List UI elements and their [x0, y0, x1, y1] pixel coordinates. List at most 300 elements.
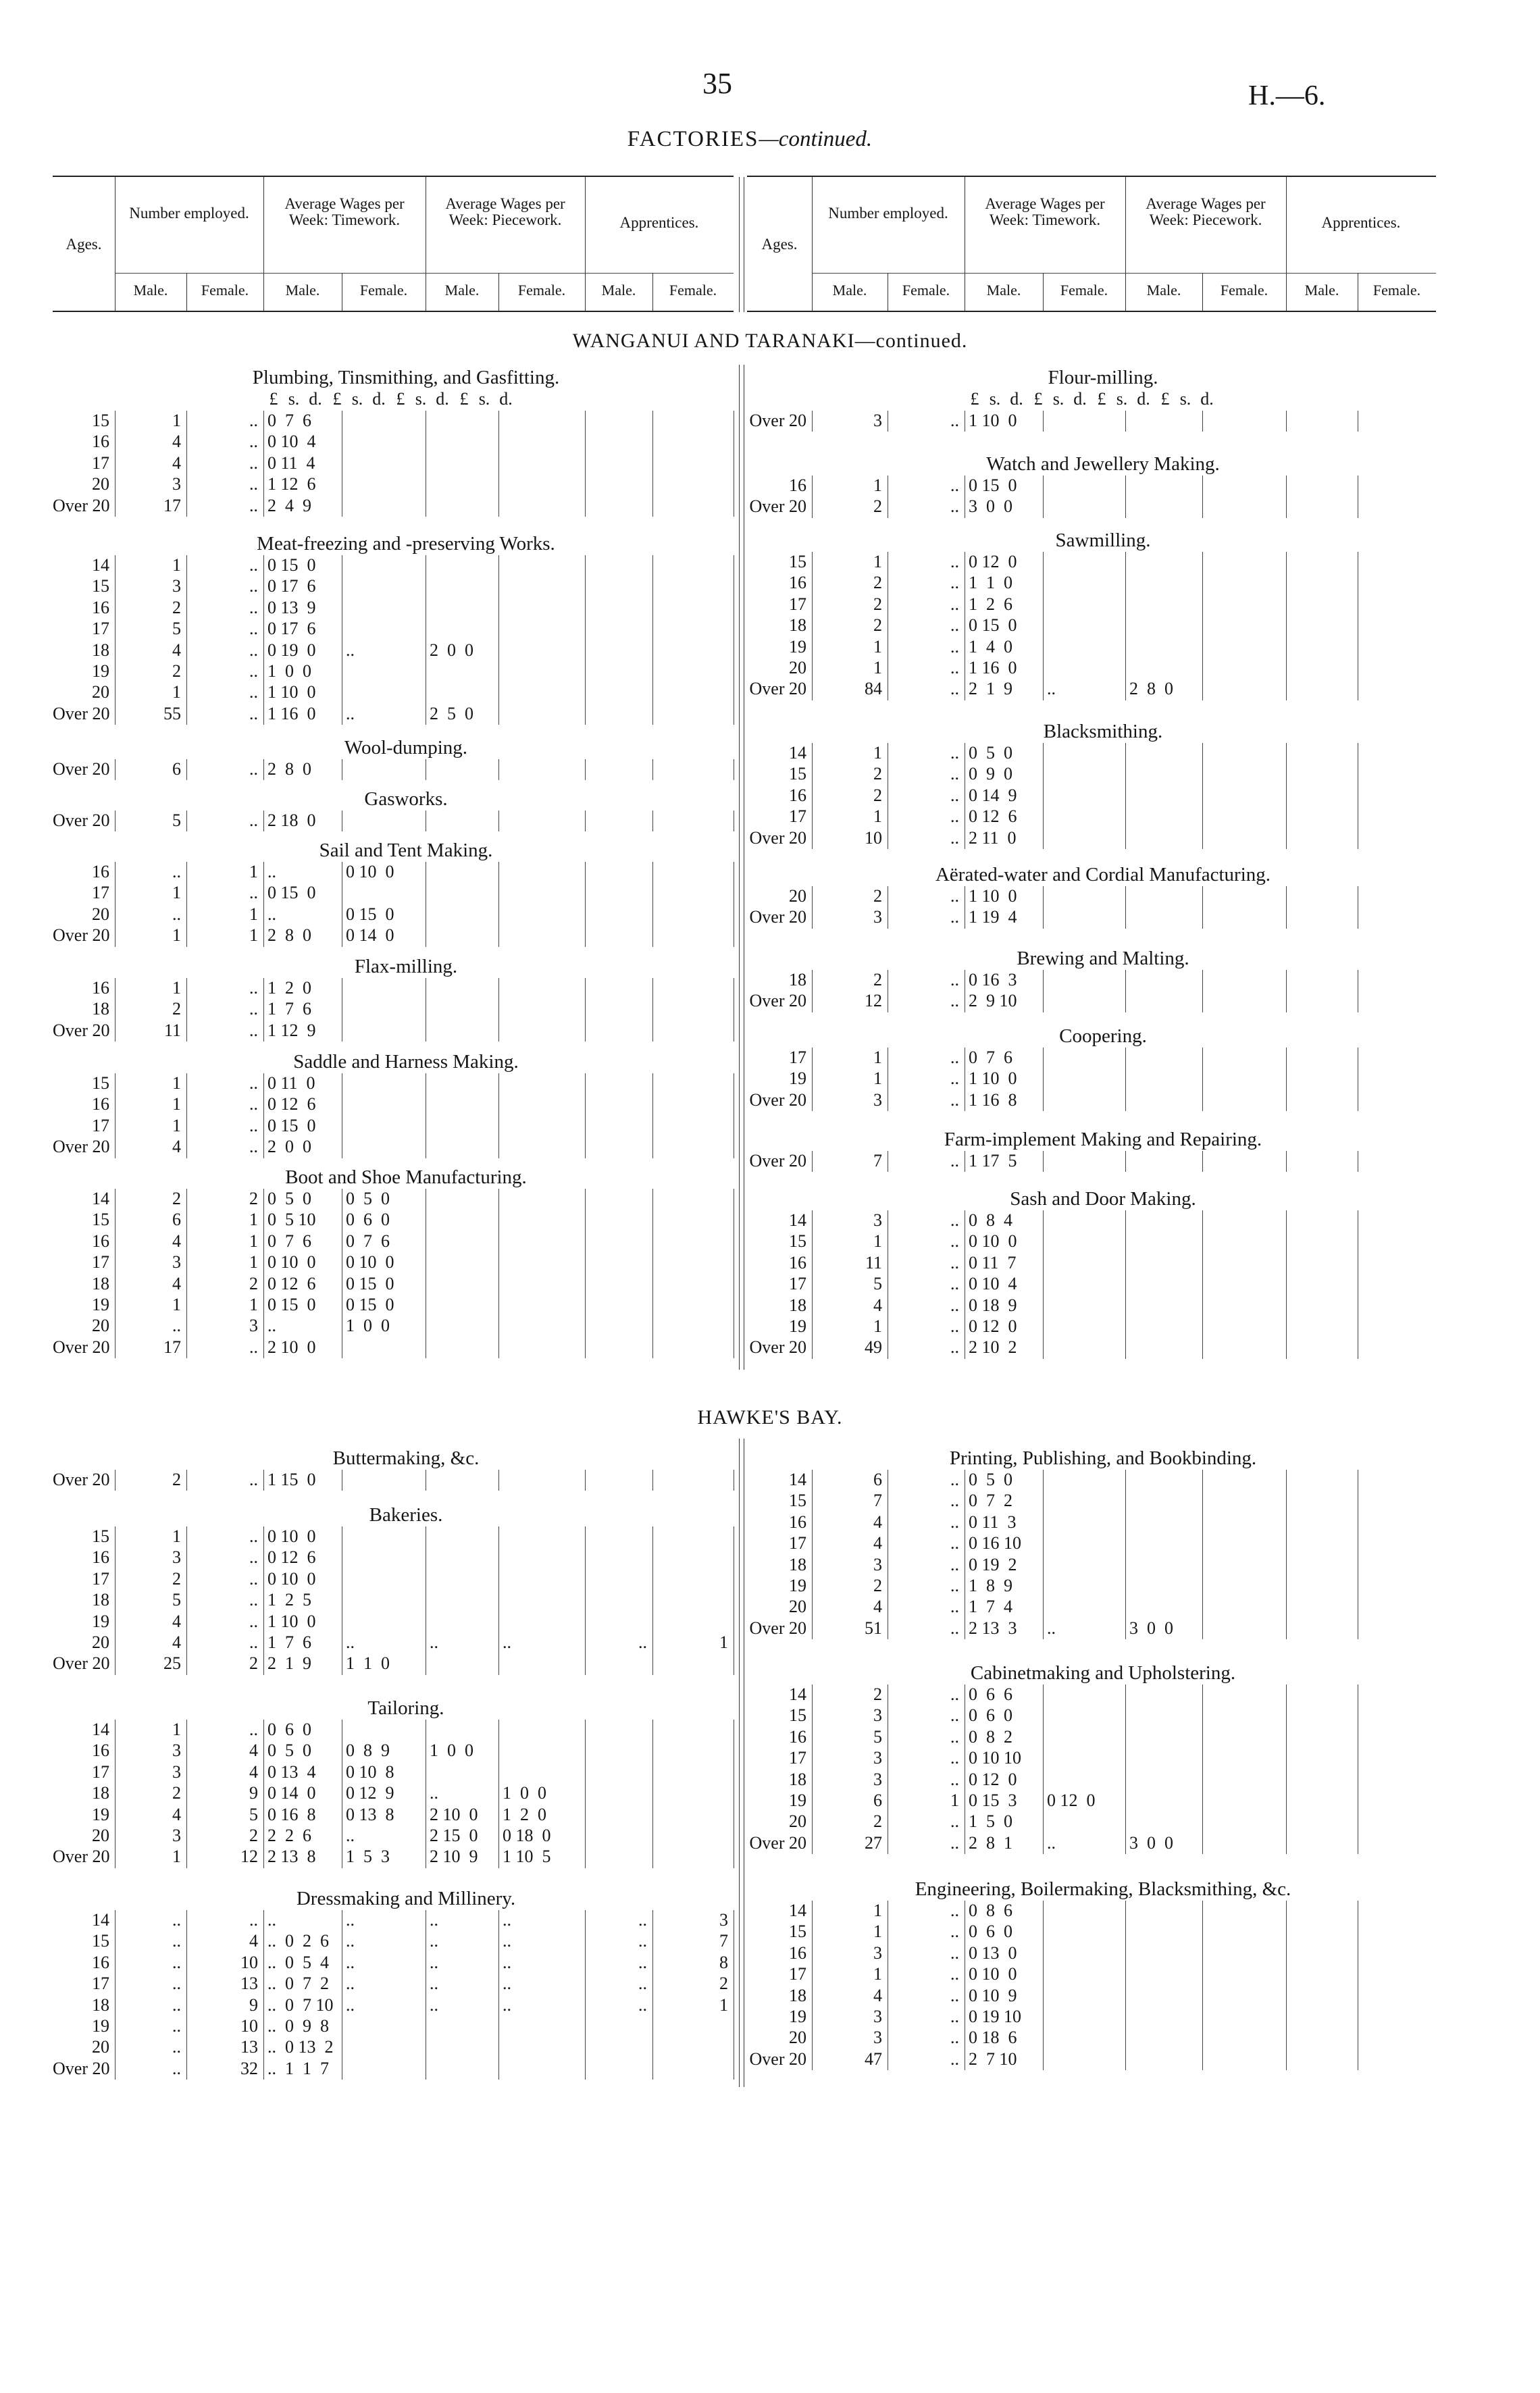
table-cell: 0 14 0 [267, 1783, 316, 1803]
table-cell: .. [503, 1910, 511, 1930]
table-cell: 2 10 9 [430, 1847, 478, 1867]
table-cell: 6 [172, 759, 181, 779]
table-cell: 1 2 5 [267, 1590, 311, 1610]
table-cell: 1 16 0 [969, 658, 1017, 677]
document-reference: H.—6. [1248, 80, 1326, 111]
table-cell: 2 2 6 [267, 1826, 311, 1845]
row-age: 17 [92, 1974, 109, 1994]
table-cell: 0 15 0 [267, 1115, 316, 1135]
row-age: Over 20 [749, 991, 806, 1011]
table-cell: .. [249, 1910, 258, 1930]
row-age: Over 20 [749, 1832, 806, 1853]
table-cell: .. 0 7 10 [267, 1995, 334, 2015]
table-row [53, 411, 734, 431]
currency-unit: s. [478, 389, 490, 409]
table-cell: 0 13 8 [346, 1804, 394, 1824]
table-cell: 2 5 0 [430, 703, 473, 723]
row-age: 16 [789, 1252, 806, 1272]
table-cell: .. [267, 1316, 276, 1336]
table-cell: 1 2 0 [503, 1804, 546, 1824]
region-heading: WANGANUI AND TARANAKI—continued. [572, 330, 968, 352]
table-row [53, 1231, 734, 1252]
table-row [53, 904, 734, 925]
table-row [747, 552, 1436, 572]
table-row [747, 679, 1436, 699]
table-cell: 1 [172, 978, 181, 998]
table-cell: 4 [172, 1632, 181, 1652]
table-cell: .. [346, 1931, 355, 1951]
table-cell: .. [950, 1470, 959, 1489]
table-cell: .. [249, 495, 258, 515]
table-row [747, 743, 1436, 763]
table-cell: 49 [865, 1337, 882, 1358]
section-title: Tailoring. [367, 1697, 444, 1719]
table-row [53, 1547, 734, 1568]
table-row [53, 1931, 734, 1951]
row-age: 16 [789, 1726, 806, 1747]
page-title [0, 127, 1499, 152]
table-cell: 2 [873, 496, 882, 517]
header-male: Male. [601, 282, 636, 299]
row-age: 18 [92, 999, 109, 1019]
row-age: 17 [789, 1274, 806, 1294]
table-cell: .. [950, 1048, 959, 1067]
table-cell: .. [950, 1811, 959, 1832]
table-cell: 10 [240, 1952, 258, 1972]
table-cell: .. [172, 1931, 181, 1951]
table-cell: 2 [172, 1189, 181, 1208]
panel-divider [739, 365, 744, 1370]
row-age: 19 [92, 2016, 109, 2036]
row-age: 18 [92, 640, 109, 660]
row-age: 20 [92, 904, 109, 924]
table-row [747, 573, 1436, 593]
section-title: Farm-implement Making and Repairing. [944, 1129, 1262, 1150]
table-cell: .. [1047, 1832, 1056, 1853]
table-cell: 2 15 0 [430, 1826, 478, 1845]
table-cell: 4 [172, 640, 181, 660]
row-age: 15 [92, 1526, 109, 1546]
table-cell: 4 [172, 1611, 181, 1631]
header-male: Male. [285, 282, 320, 299]
table-cell: 1 7 6 [267, 999, 311, 1019]
table-row [747, 1727, 1436, 1747]
table-row [53, 1021, 734, 1041]
page-number: 35 [702, 67, 732, 100]
row-age: 19 [789, 1316, 806, 1336]
table-cell: 0 16 8 [267, 1804, 316, 1824]
row-age: Over 20 [53, 495, 110, 515]
table-cell: 2 [873, 785, 882, 805]
table-cell: 1 12 9 [267, 1020, 316, 1040]
table-cell: 3 [873, 1554, 882, 1574]
table-cell: .. [950, 1748, 959, 1768]
table-cell: 0 13 0 [969, 1942, 1017, 1963]
table-row [53, 576, 734, 596]
section-title: Flax-milling. [354, 956, 458, 977]
table-cell: 0 7 6 [267, 411, 311, 430]
table-cell: .. [249, 619, 258, 639]
table-row [53, 1805, 734, 1825]
table-cell: 5 [172, 810, 181, 830]
table-cell: 0 10 0 [346, 862, 394, 881]
row-age: 16 [92, 1094, 109, 1114]
row-age: 17 [789, 594, 806, 614]
table-cell: 0 10 0 [267, 1252, 316, 1272]
table-row [747, 1048, 1436, 1068]
currency-unit: s. [415, 389, 427, 409]
table-cell: .. [950, 1089, 959, 1110]
currency-unit: £ [970, 389, 979, 409]
table-cell: 3 [249, 1316, 258, 1336]
table-cell: .. [172, 2058, 181, 2078]
table-row [747, 907, 1436, 927]
table-cell: .. [638, 1995, 647, 2015]
table-row [747, 828, 1436, 848]
table-cell: 2 0 0 [267, 1137, 311, 1157]
section-title: Flour-milling. [1048, 367, 1158, 388]
row-age: 17 [92, 619, 109, 639]
table-cell: 0 14 0 [346, 925, 394, 946]
table-row [53, 496, 734, 516]
table-cell: 1 10 5 [503, 1847, 551, 1867]
table-cell: .. [950, 1576, 959, 1595]
table-row [53, 1295, 734, 1315]
currency-unit: d. [1137, 389, 1150, 409]
table-cell: 0 15 0 [346, 1273, 394, 1293]
table-row [53, 810, 734, 831]
table-cell: 0 7 2 [969, 1491, 1012, 1511]
table-cell: .. [950, 679, 959, 699]
header-female: Female. [201, 282, 249, 299]
table-cell: .. [249, 1590, 258, 1610]
row-age: Over 20 [749, 1151, 806, 1170]
table-cell: 0 18 0 [503, 1826, 551, 1845]
table-cell: 1 2 6 [969, 594, 1012, 614]
table-cell: 0 10 8 [346, 1761, 394, 1782]
table-cell: 0 12 6 [969, 806, 1017, 827]
row-age: Over 20 [53, 1137, 110, 1157]
table-cell: 1 [172, 682, 181, 702]
row-age: 16 [92, 597, 109, 617]
table-cell: .. [503, 1995, 511, 2015]
table-row [747, 1618, 1436, 1639]
table-cell: .. [172, 904, 181, 924]
table-cell: 2 4 9 [267, 495, 311, 515]
row-age: Over 20 [749, 411, 806, 430]
table-cell: 3 [172, 474, 181, 494]
table-cell: 0 19 2 [969, 1554, 1017, 1574]
table-cell: 2 [249, 1653, 258, 1674]
table-cell: 2 8 1 [969, 1832, 1012, 1853]
table-cell: 2 [249, 1273, 258, 1293]
table-cell: 4 [873, 1985, 882, 2005]
table-cell: 4 [172, 1137, 181, 1157]
table-cell: 0 7 6 [346, 1231, 390, 1251]
table-cell: 0 12 0 [969, 1316, 1017, 1336]
row-age: Over 20 [749, 1337, 806, 1358]
table-cell: .. [346, 640, 355, 660]
table-row [53, 1741, 734, 1761]
table-cell: .. [249, 810, 258, 830]
table-row [53, 1953, 734, 1973]
table-row [747, 886, 1436, 906]
table-row [53, 1653, 734, 1674]
table-cell: .. [172, 2016, 181, 2036]
row-age: 15 [789, 1231, 806, 1252]
currency-unit: £ [459, 389, 469, 409]
table-cell: .. [249, 703, 258, 723]
table-cell: 32 [240, 2058, 258, 2078]
row-age: 18 [92, 1995, 109, 2015]
section-title: Sash and Door Making. [1010, 1188, 1196, 1210]
table-cell: 2 [172, 661, 181, 681]
table-cell: .. [430, 1632, 438, 1652]
table-cell: .. [267, 1910, 276, 1930]
table-cell: 2 [172, 1783, 181, 1803]
table-cell: 1 [249, 1231, 258, 1251]
table-cell: .. [346, 1995, 355, 2015]
table-cell: .. [950, 1274, 959, 1294]
table-cell: 0 9 0 [969, 764, 1012, 784]
table-cell: 3 [172, 1252, 181, 1272]
currency-unit: d. [436, 389, 449, 409]
table-cell: 1 [249, 1252, 258, 1272]
table-row [53, 640, 734, 661]
table-row [53, 704, 734, 724]
table-cell: .. [950, 1684, 959, 1704]
header-female: Female. [902, 282, 950, 299]
table-row [747, 496, 1436, 517]
table-row [53, 474, 734, 494]
table-row [53, 1137, 734, 1157]
table-cell: 51 [865, 1618, 882, 1638]
row-age: 17 [92, 453, 109, 473]
table-cell: 3 [873, 1089, 882, 1110]
table-cell: 1 [873, 806, 882, 827]
table-cell: 1 [249, 862, 258, 881]
table-row [53, 759, 734, 779]
table-cell: 1 [172, 411, 181, 430]
row-age: 17 [789, 1048, 806, 1067]
table-row [53, 1762, 734, 1782]
table-cell: 0 5 0 [267, 1741, 311, 1761]
row-age: 16 [789, 573, 806, 593]
table-cell: 0 19 0 [267, 640, 316, 660]
table-cell: 2 [873, 1576, 882, 1595]
table-cell: 1 [873, 1316, 882, 1336]
row-age: Over 20 [53, 1020, 110, 1040]
header-timework: Average Wages per Week: Timework. [985, 195, 1105, 228]
currency-unit: £ [1160, 389, 1170, 409]
table-cell: .. [950, 806, 959, 827]
table-cell: 1 [172, 555, 181, 575]
table-cell: .. [249, 453, 258, 473]
table-cell: 7 [719, 1931, 728, 1951]
table-row [747, 1337, 1436, 1358]
currency-unit: d. [372, 389, 386, 409]
table-cell: 0 11 0 [267, 1073, 315, 1093]
table-cell: 1 0 0 [346, 1316, 390, 1336]
header-male: Male. [1146, 282, 1181, 299]
table-cell: 1 [172, 883, 181, 903]
table-cell: 1 [873, 743, 882, 763]
table-cell: 8 [719, 1952, 728, 1972]
table-row [53, 1252, 734, 1272]
table-row [53, 999, 734, 1019]
row-age: Over 20 [749, 496, 806, 517]
row-age: 15 [789, 552, 806, 571]
table-cell: 4 [873, 1512, 882, 1532]
table-cell: 2 [873, 1811, 882, 1832]
table-cell: .. [950, 1726, 959, 1747]
table-cell: 6 [873, 1470, 882, 1489]
table-cell: 3 [873, 1769, 882, 1789]
table-row [53, 453, 734, 473]
currency-unit: d. [1010, 389, 1023, 409]
currency-unit: s. [1116, 389, 1128, 409]
table-cell: .. [249, 1632, 258, 1652]
header-ages: Ages. [66, 236, 102, 253]
row-age: 20 [92, 682, 109, 702]
currency-unit: d. [309, 389, 322, 409]
table-cell: 4 [172, 453, 181, 473]
table-row [747, 2049, 1436, 2069]
row-age: 15 [92, 1073, 109, 1093]
row-age: Over 20 [749, 1089, 806, 1110]
table-row [747, 1833, 1436, 1853]
table-cell: .. [249, 661, 258, 681]
header-female: Female. [1372, 282, 1421, 299]
table-cell: 0 12 0 [969, 552, 1017, 571]
table-cell: 1 [249, 1295, 258, 1314]
table-cell: 2 7 10 [969, 2049, 1017, 2069]
row-age: 20 [92, 1826, 109, 1845]
table-cell: 2 [873, 573, 882, 593]
header-ages: Ages. [761, 236, 798, 253]
row-age: 20 [789, 886, 806, 906]
table-cell: 3 [873, 411, 882, 430]
table-row [747, 1597, 1436, 1617]
table-cell: 0 5 0 [346, 1189, 390, 1208]
row-age: 14 [92, 1910, 109, 1930]
table-cell: 3 0 0 [1129, 1618, 1173, 1638]
table-cell: 1 [719, 1995, 728, 2015]
table-cell: 0 6 0 [346, 1210, 390, 1230]
table-cell: .. [950, 615, 959, 636]
table-cell: .. [249, 1470, 258, 1489]
table-cell: 1 16 8 [969, 1089, 1017, 1110]
table-cell: .. [950, 1231, 959, 1252]
table-row [53, 978, 734, 998]
table-row [747, 1811, 1436, 1832]
table-cell: 0 12 6 [267, 1094, 316, 1114]
table-cell: 3 [719, 1910, 728, 1930]
row-age: 19 [789, 2007, 806, 2026]
table-row [747, 970, 1436, 990]
table-cell: .. [950, 827, 959, 848]
table-cell: 3 [873, 1942, 882, 1963]
table-cell: 2 1 9 [267, 1653, 311, 1674]
table-row [53, 925, 734, 946]
header-piecework: Average Wages per Week: Piecework. [1146, 195, 1266, 228]
table-cell: 3 [172, 1761, 181, 1782]
header-male: Male. [986, 282, 1021, 299]
table-row [747, 1964, 1436, 1984]
section-title: Printing, Publishing, and Bookbinding. [949, 1447, 1257, 1469]
row-age: 18 [789, 970, 806, 989]
table-cell: 7 [873, 1151, 882, 1170]
table-row [747, 1491, 1436, 1511]
table-cell: 0 7 6 [969, 1048, 1012, 1067]
table-row [53, 1974, 734, 1994]
table-cell: .. [950, 1769, 959, 1789]
table-cell: 1 [172, 1115, 181, 1135]
table-row [53, 1995, 734, 2015]
section-title: Dressmaking and Millinery. [296, 1888, 516, 1909]
row-age: 20 [789, 1597, 806, 1617]
table-cell: 0 15 0 [969, 475, 1017, 495]
row-age: 15 [92, 1210, 109, 1230]
table-cell: 0 15 0 [346, 904, 394, 924]
header-timework: Average Wages per Week: Timework. [284, 195, 405, 228]
row-age: Over 20 [53, 1470, 110, 1489]
row-age: 17 [92, 1252, 109, 1272]
row-age: 18 [789, 1985, 806, 2005]
table-cell: 0 10 4 [969, 1274, 1017, 1294]
table-cell: .. [638, 1974, 647, 1994]
table-cell: 2 [719, 1974, 728, 1994]
row-age: 15 [92, 411, 109, 430]
row-age: 15 [92, 1931, 109, 1951]
table-cell: 1 [873, 636, 882, 657]
table-cell: .. [1047, 679, 1056, 699]
table-cell: .. [249, 1337, 258, 1357]
table-cell: .. 1 1 7 [267, 2058, 329, 2078]
header-apprentices: Apprentices. [619, 214, 699, 231]
table-cell: .. [950, 1210, 959, 1230]
table-cell: 4 [172, 432, 181, 452]
table-cell: 13 [240, 2037, 258, 2057]
row-age: 16 [92, 1231, 109, 1251]
row-age: 17 [92, 1761, 109, 1782]
table-cell: .. [950, 1901, 959, 1920]
table-cell: .. [1047, 1618, 1056, 1638]
table-cell: 0 13 9 [267, 597, 316, 617]
table-cell: 0 10 0 [969, 1231, 1017, 1252]
row-age: 14 [789, 1470, 806, 1489]
table-cell: 0 6 6 [969, 1684, 1012, 1704]
table-cell: 1 [172, 925, 181, 946]
table-cell: 1 [873, 552, 882, 571]
table-cell: .. [172, 1974, 181, 1994]
table-cell: .. [346, 1826, 355, 1845]
table-cell: .. [950, 1705, 959, 1726]
table-cell: 0 15 0 [346, 1295, 394, 1314]
table-cell: 0 10 0 [346, 1252, 394, 1272]
table-cell: 2 [172, 1470, 181, 1489]
title-main: FACTORIES [627, 127, 759, 151]
table-cell: .. [249, 1137, 258, 1157]
table-header-right [747, 176, 1436, 312]
table-cell: .. [950, 2049, 959, 2069]
table-cell: .. [638, 1931, 647, 1951]
table-cell: 4 [172, 1231, 181, 1251]
table-row [53, 1073, 734, 1093]
table-cell: .. [249, 640, 258, 660]
table-row [53, 1783, 734, 1803]
table-cell: 0 12 6 [267, 1547, 316, 1568]
